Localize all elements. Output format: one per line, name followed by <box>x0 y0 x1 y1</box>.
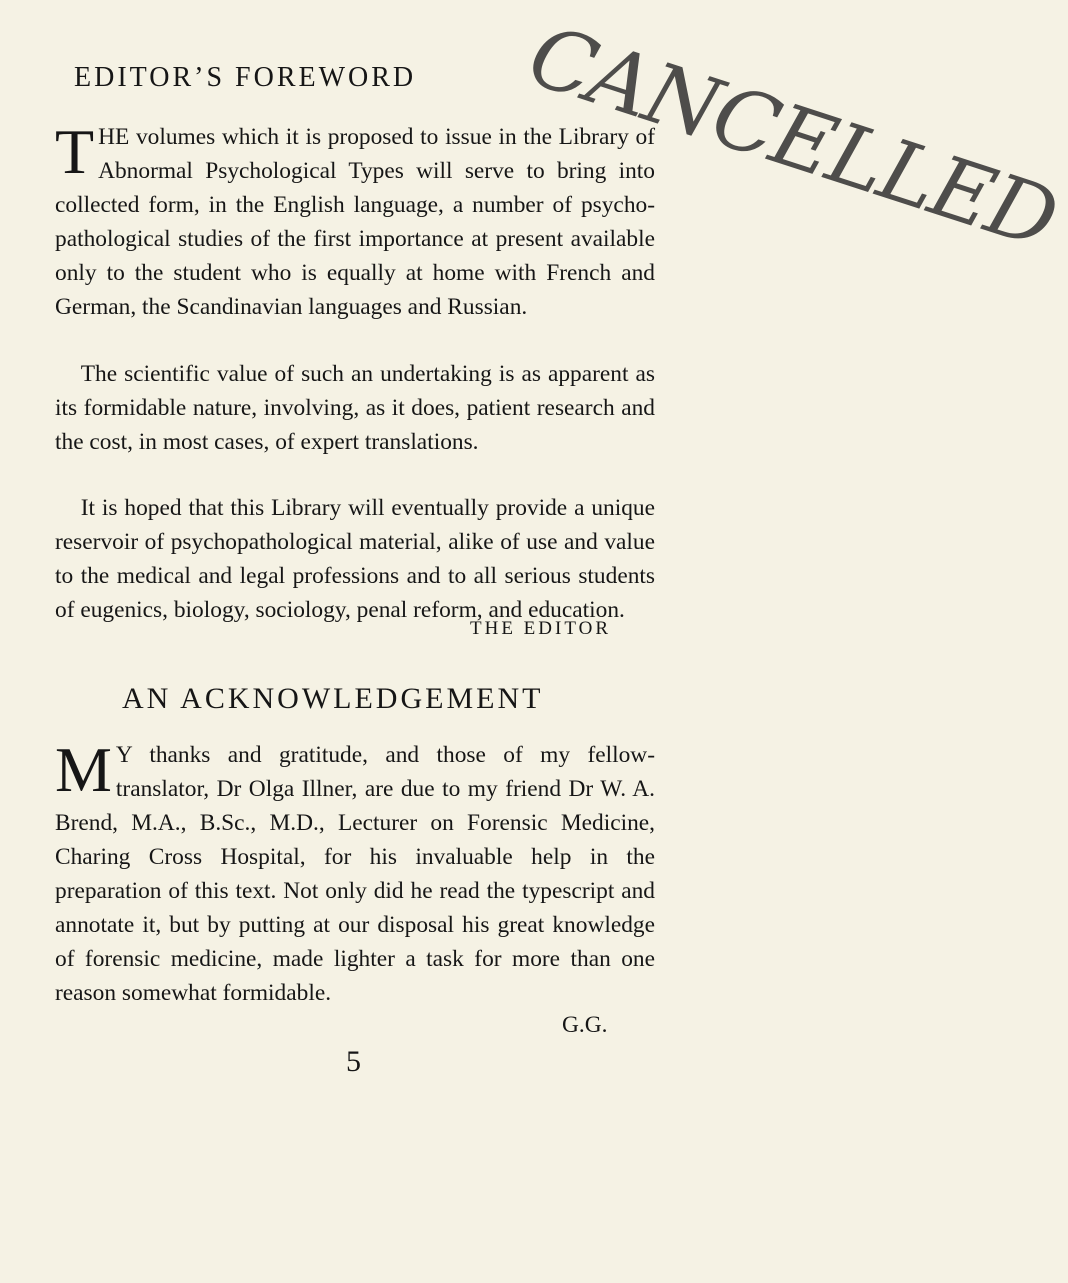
foreword-title: EDITOR’S FOREWORD <box>74 62 417 93</box>
foreword-paragraph-3: It is hoped that this Library will eventually provide a unique reservoir of psychopathological material, alike of use and value to the medical and legal professions and to all serious students of eugenics, biology, sociology, penal reform, and education. <box>55 495 655 623</box>
foreword-paragraph-1-text: HE volumes which it is proposed to issue in the Library of Abnormal Psychological Types will serve to bring into collected form, in the English language, a number of psycho-pathological studies of the first importance at present available only to the student who is equally at home with French and German, the Scandinavian languages and Russian. <box>55 124 655 320</box>
foreword-paragraph-2: The scientific value of such an undertaking is as apparent as its formidable nature, involving, as it does, patient research and the cost, in most cases, of expert translations. <box>55 361 655 455</box>
cancelled-stamp <box>517 0 1068 269</box>
translator-initials: G.G. <box>562 1012 608 1038</box>
page-number: 5 <box>346 1045 361 1078</box>
acknowledgement-title: AN ACKNOWLEDGEMENT <box>122 682 544 715</box>
editor-signature: THE EDITOR <box>470 618 611 639</box>
foreword-paragraph-1 <box>55 116 655 324</box>
acknowledgement-paragraph <box>55 734 655 1010</box>
acknowledgement-paragraph-text: Y thanks and gratitude, and those of my fellow-translator, Dr Olga Illner, are due to my friend Dr W. A. Brend, M.A., B.Sc., M.D., Lecturer on Forensic Medicine, Charing Cross Hospital, for his invaluable help in the preparation of this text. Not only did he read the typescript and annotate it, but by putting at our disposal his great knowledge of forensic medicine, made lighter a task for more than one reason somewhat formidable. <box>55 742 655 1006</box>
foreword-dropcap: T <box>55 116 95 187</box>
stamp-text: CANCELLED <box>517 6 1068 269</box>
acknowledgement-dropcap: M <box>55 734 112 805</box>
